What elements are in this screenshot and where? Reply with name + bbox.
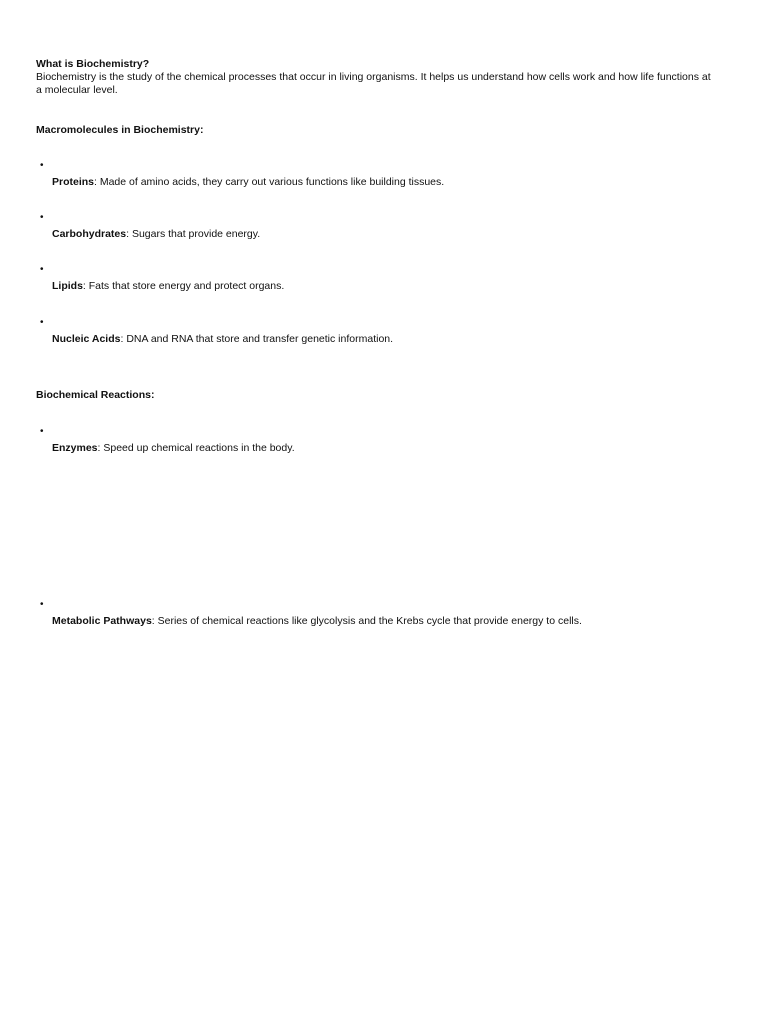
list-item-text [52,280,732,293]
list-item-text [52,442,732,455]
intro-section [36,58,716,97]
intro-title: What is Biochemistry? [36,58,150,70]
list-item-term: Proteins [52,176,95,188]
list-item-term: Metabolic Pathways [52,615,152,627]
list-item-desc: : Speed up chemical reactions in the body. [97,442,295,454]
list-item-text [52,228,732,241]
bullet-marker: • [40,160,44,171]
macromolecules-heading: Macromolecules in Biochemistry: [36,124,204,136]
list-item-text [52,333,732,346]
list-item-term: Lipids [52,280,83,292]
intro-text: Biochemistry is the study of the chemical processes that occur in living organisms. It helps us understand how cells work and how life functions at a molecular level. [36,71,711,96]
list-item-text [52,176,732,189]
bullet-marker: • [40,599,44,610]
list-item-desc: : Fats that store energy and protect organs. [82,280,285,292]
list-item-desc: : Series of chemical reactions like glycolysis and the Krebs cycle that provide energy to cells. [151,615,582,627]
list-item-term: Enzymes [52,442,98,454]
bullet-marker: • [40,212,44,223]
list-item-desc: : Sugars that provide energy. [126,228,261,240]
list-item-desc: : Made of amino acids, they carry out various functions like building tissues. [94,176,445,188]
bullet-marker: • [40,426,44,437]
list-item-text [52,615,732,628]
list-item-term: Carbohydrates [52,228,127,240]
reactions-heading: Biochemical Reactions: [36,389,155,401]
bullet-marker: • [40,317,44,328]
list-item-term: Nucleic Acids [52,333,121,345]
bullet-marker: • [40,264,44,275]
list-item-desc: : DNA and RNA that store and transfer genetic information. [120,333,394,345]
